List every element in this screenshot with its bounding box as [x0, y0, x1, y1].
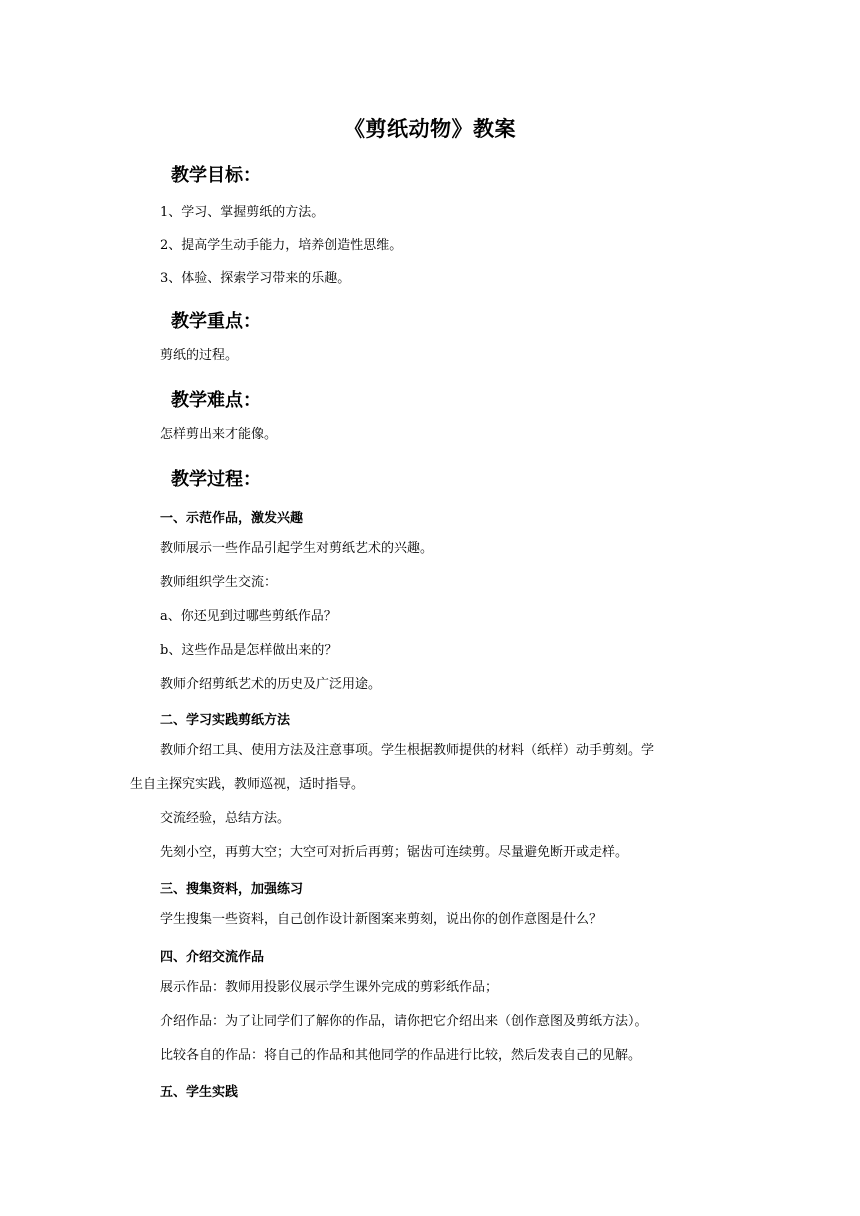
document-title: 《剪纸动物》教案	[344, 117, 516, 141]
section-5-title: 五、学生实践	[160, 1085, 239, 1100]
paragraph: 教师展示一些作品引起学生对剪纸艺术的兴趣。	[160, 541, 434, 556]
process-heading: 教学过程：	[171, 469, 261, 490]
paragraph: 展示作品：教师用投影仪展示学生课外完成的剪彩纸作品；	[160, 980, 499, 995]
paragraph: 教师介绍剪纸艺术的历史及广泛用途。	[160, 677, 382, 692]
objectives-heading: 教学目标：	[171, 165, 261, 186]
paragraph-continuation: 生自主探究实践，教师巡视，适时指导。	[130, 777, 365, 792]
section-2-title: 二、学习实践剪纸方法	[160, 713, 291, 728]
objective-item: 2、提高学生动手能力，培养创造性思维。	[160, 238, 403, 253]
difficulty-text: 怎样剪出来才能像。	[160, 427, 278, 442]
difficulty-heading: 教学难点：	[171, 390, 261, 411]
section-1-title: 一、示范作品，激发兴趣	[160, 511, 304, 526]
section-4-title: 四、介绍交流作品	[160, 950, 265, 965]
paragraph: b、这些作品是怎样做出来的？	[160, 643, 338, 658]
paragraph: 比较各自的作品：将自己的作品和其他同学的作品进行比较，然后发表自己的见解。	[160, 1048, 642, 1063]
paragraph: 先刻小空，再剪大空；大空可对折后再剪；锯齿可连续剪。尽量避免断开或走样。	[160, 845, 629, 860]
paragraph: 学生搜集一些资料，自己创作设计新图案来剪刻，说出你的创作意图是什么？	[160, 912, 603, 927]
objective-item: 3、体验、探索学习带来的乐趣。	[160, 271, 351, 286]
key-points-text: 剪纸的过程。	[160, 348, 239, 363]
objective-item: 1、学习、掌握剪纸的方法。	[160, 205, 325, 220]
paragraph: 介绍作品：为了让同学们了解你的作品，请你把它介绍出来（创作意图及剪纸方法）。	[160, 1014, 648, 1029]
paragraph: 交流经验，总结方法。	[160, 811, 291, 826]
paragraph: 教师介绍工具、使用方法及注意事项。学生根据教师提供的材料（纸样）动手剪刻。学	[160, 743, 655, 758]
paragraph: a、你还见到过哪些剪纸作品？	[160, 609, 337, 624]
section-3-title: 三、搜集资料，加强练习	[160, 882, 304, 897]
paragraph: 教师组织学生交流：	[160, 575, 278, 590]
key-points-heading: 教学重点：	[171, 311, 261, 332]
